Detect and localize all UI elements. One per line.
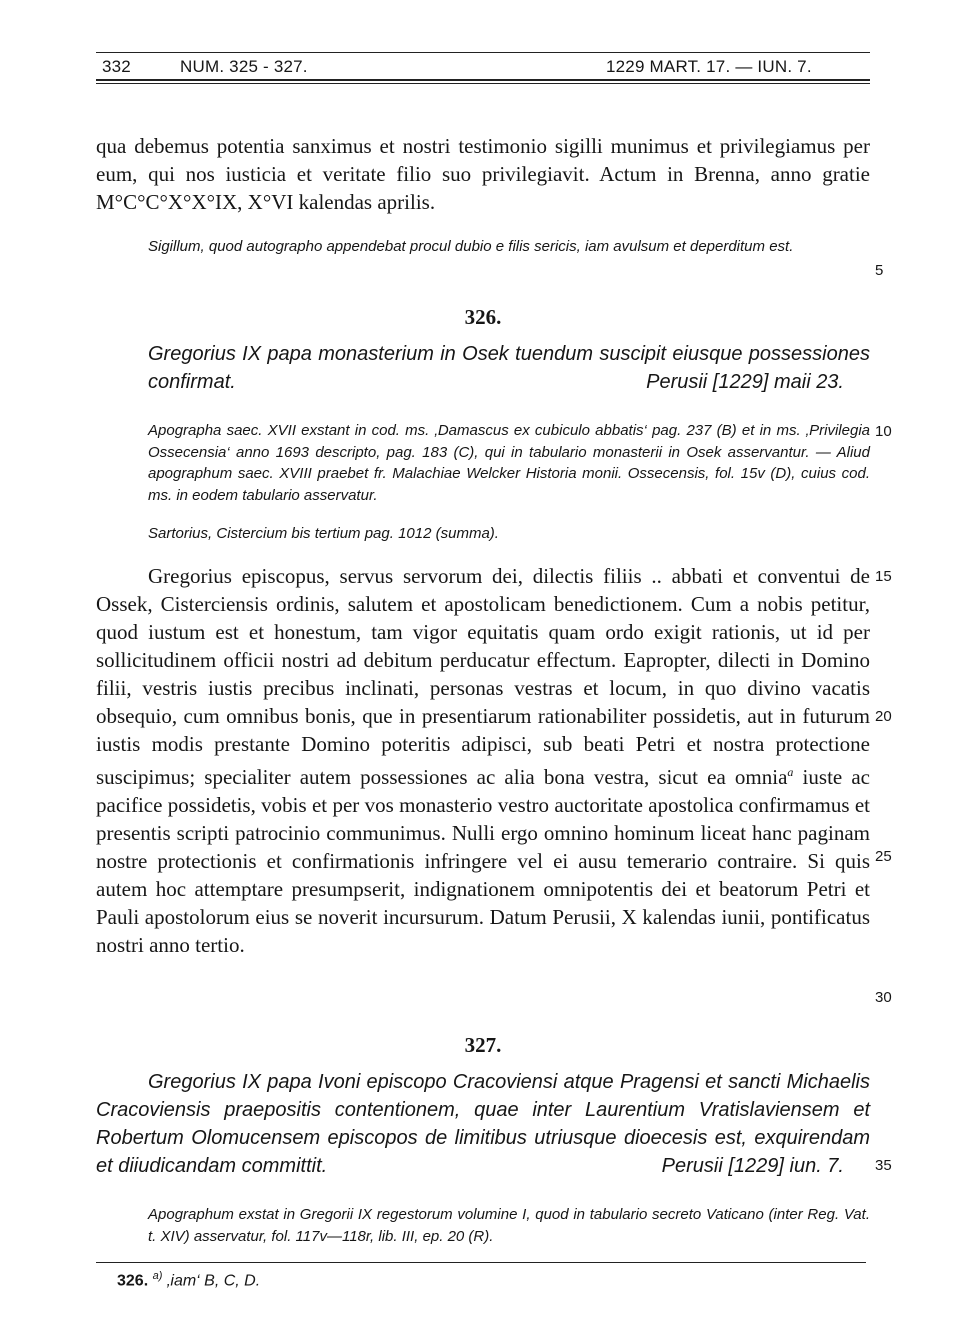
header-rule-bottom (96, 79, 870, 81)
header-rule-top (96, 52, 870, 53)
summary-text: Gregorius IX papa Ivoni episcopo Cracoviensi atque Pragensi et sancti Michaelis Cracoviensis praepositis contentionem, quae inter Laurentium Vratislaviensem et Robertum Olomucensem episcopos de limitibus utriusque dioecesis est, exquirendam et diiudicandam committit. (96, 1071, 870, 1177)
note-text: Sigillum, quod autographo appendebat procul dubio e filis sericis, iam avulsum et deperditum est. (148, 238, 794, 255)
footnote-text: ‚iam‘ B, C, D. (166, 1272, 261, 1290)
literature-326 (148, 523, 870, 545)
sources-327 (148, 1204, 870, 1247)
footnote (117, 1270, 260, 1290)
body-text: qua debemus potentia sanximus et nostri testimonio sigilli munimus et privilegiamus per eum, qui nos iusticia et veritate filio suo privilegiavit. Actum in Brenna, anno gratie M°C°C°X°X°IX, X°VI kalendas aprilis. (96, 134, 870, 214)
seal-note (148, 236, 870, 258)
document-326-text (96, 562, 870, 959)
summary-text: Gregorius IX papa monasterium in Osek tuendum suscipit eiusque possessiones confirmat. (148, 343, 870, 393)
line-number: 15 (875, 568, 892, 585)
line-number: 25 (875, 848, 892, 865)
sources-text: Apographum exstat in Gregorii IX regestorum volumine I, quod in tabulario secreto Vaticano (inter Reg. Vat. t. XIV) asservatur, fol. 117v—118r, lib. III, ep. 20 (R). (148, 1206, 870, 1245)
body-text-part-1: Gregorius episcopus, servus servorum dei, dilectis filiis .. abbati et conventui de Ossek, Cisterciensis ordinis, salutem et apostolicam benedictionem. Cum a nobis petitur, quod iustum est et honestum, tam vigor equitatis quam ordo exigit rationis, ut id per sollicitudinem officii nostri ad debitum perducatur effectum. Eapropter, dilecti in Domino filii, vestris iustis precibus inclinati, personas vestras et locum, in quo divino vacatis obsequio, cum omnibus bonis, que in presentiarum rationabiliter possidetis, aut in futurum iustis modis prestante Domino poteritis adipisci, sub beati Petri et nostra protectione suscipimus; specialiter autem possessiones ac alia bona vestra, sicut ea omnia (96, 564, 870, 789)
literature-text: Sartorius, Cistercium bis tertium pag. 1012 (summa). (148, 525, 499, 542)
body-text-part-2: iuste ac pacifice possidetis, vobis et per vos monasterio vestro auctoritate apostolica confirmamus et presentis scripti patrocinio communimus. Nulli ergo omnino hominum liceat hanc paginam nostre protectionis et confirmationis infringere vel ei ausu temerario contraire. Si quis autem hoc attemptare presumpserit, indignationem omnipotentis dei et beatorum Petri et Pauli apostolorum eius se noverit incursurum. Datum Perusii, X kalendas iunii, pontificatus nostri anno tertio. (96, 765, 870, 957)
line-number: 20 (875, 708, 892, 725)
line-number: 30 (875, 989, 892, 1006)
summary-327 (96, 1068, 870, 1180)
footnote-mark: a) (152, 1270, 163, 1282)
line-number: 10 (875, 423, 892, 440)
document-number-327: 327. (464, 1033, 502, 1057)
summary-326 (148, 340, 870, 396)
place-date: Perusii [1229] iun. 7. (661, 1155, 844, 1177)
line-number: 5 (875, 262, 884, 279)
date-range: 1229 MART. 17. — IUN. 7. (606, 57, 812, 76)
document-numbers: NUM. 325 - 327. (180, 57, 308, 76)
body-text (96, 562, 870, 959)
line-number: 35 (875, 1157, 892, 1174)
footnote-rule (96, 1262, 866, 1263)
document-number-326: 326. (464, 305, 502, 329)
sources-326 (148, 420, 870, 506)
footnote-mark: a (787, 765, 794, 779)
footnote-doc-number: 326. (117, 1272, 149, 1290)
page-number: 332 (102, 57, 131, 76)
sources-text: Apographa saec. XVII exstant in cod. ms. ‚Damascus ex cubiculo abbatis‘ pag. 237 (B) et in ms. ‚Privilegia Ossecensia‘ anno 1693 descripto, pag. 183 (C), qui in tabulario monasterii in Osek asservantur. — Aliud apographum saec. XVIII praebet fr. Malachiae Welcker Historia monii. Ossecensis, fol. 15v (D), cuius cod. ms. in eodem tabulario asservatur. (148, 422, 870, 504)
place-date: Perusii [1229] maii 23. (646, 371, 844, 393)
running-header (96, 52, 870, 86)
header-rule-bottom-thin (96, 83, 870, 84)
document-325-tail (96, 132, 870, 216)
